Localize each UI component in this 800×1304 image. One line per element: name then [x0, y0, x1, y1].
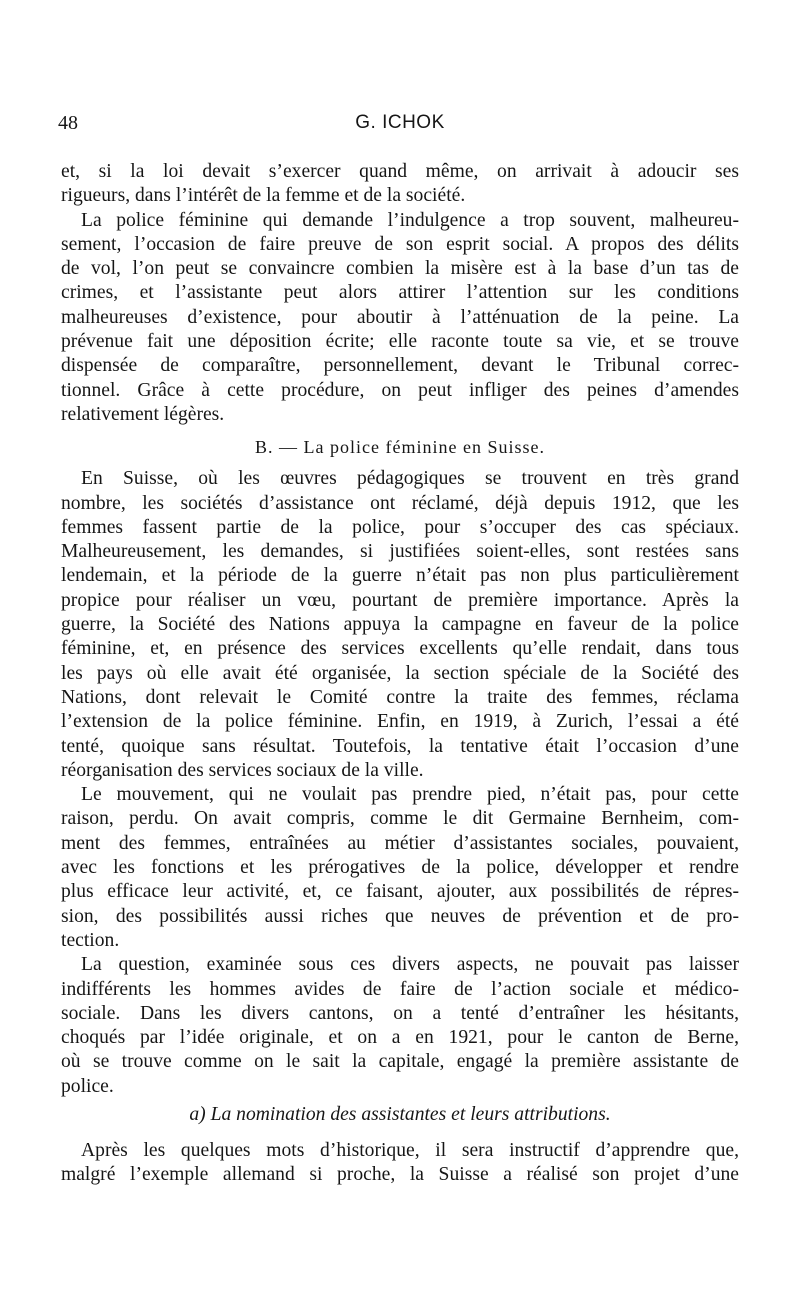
paragraph-line: féminine, et, en présence des services excellents qu’elle rendait, dans tous: [61, 638, 739, 660]
paragraph-line: Nations, dont relevait le Comité contre la traite des femmes, réclama: [61, 686, 739, 708]
paragraph-line: tionnel. Grâce à cette procédure, on peut infliger des peines d’amendes: [61, 379, 739, 401]
paragraph-line: tection.: [61, 929, 120, 951]
body-text: [61, 160, 739, 1188]
paragraph-line: lendemain, et la période de la guerre n’était pas non plus particulièrement: [61, 565, 739, 587]
paragraph-line: relativement légères.: [61, 403, 225, 425]
paragraph-line: les pays où elle avait été organisée, la section spéciale de la Société des: [61, 662, 739, 684]
paragraph-line: plus efficace leur activité, et, ce faisant, ajouter, aux possibilités de répres-: [61, 881, 739, 903]
paragraph-line: Malheureusement, les demandes, si justifiées soient-elles, sont restées sans: [61, 541, 739, 563]
paragraph-line: sociale. Dans les divers cantons, on a tenté d’entraîner les hésitants,: [61, 1002, 739, 1024]
paragraph-line: l’extension de la police féminine. Enfin, en 1919, à Zurich, l’essai a été: [61, 711, 739, 733]
paragraph-line: de vol, l’on peut se convaincre combien la misère est à la base d’un tas de: [61, 258, 739, 280]
paragraph-line: malheureuses d’existence, pour aboutir à l’atténuation de la peine. La: [61, 306, 739, 328]
paragraph-line: dispensée de comparaître, personnellement, devant le Tribunal correc-: [61, 355, 739, 377]
paragraph-line: où se trouve comme on le sait la capitale, engagé la première assistante de: [61, 1051, 739, 1073]
paragraph-line: En Suisse, où les œuvres pédagogiques se trouvent en très grand: [81, 468, 739, 490]
paragraph-line: nombre, les sociétés d’assistance ont réclamé, déjà depuis 1912, que les: [61, 492, 739, 514]
paragraph-line: Le mouvement, qui ne voulait pas prendre pied, n’était pas, pour cette: [81, 784, 739, 806]
paragraph-line: choqués par l’idée originale, et on a en 1921, pour le canton de Berne,: [61, 1027, 739, 1049]
paragraph-line: tenté, quoique sans résultat. Toutefois, la tentative était l’occasion d’une: [61, 735, 739, 757]
paragraph-line: femmes fassent partie de la police, pour s’occuper des cas spéciaux.: [61, 516, 739, 538]
section-heading: B. — La police féminine en Suisse.: [255, 437, 545, 458]
subsection-heading: a) La nomination des assistantes et leurs attributions.: [189, 1103, 611, 1125]
paragraph-line: ment des femmes, entraînées au métier d’assistantes sociales, pouvaient,: [61, 832, 739, 854]
paragraph-line: indifférents les hommes avides de faire de l’action sociale et médico-: [61, 978, 739, 1000]
paragraph-line: malgré l’exemple allemand si proche, la Suisse a réalisé son projet d’une: [61, 1164, 739, 1186]
paragraph-line: guerre, la Société des Nations appuya la campagne en faveur de la police: [61, 614, 739, 636]
running-head: G. ICHOK: [355, 112, 445, 133]
paragraph-line: propice pour réaliser un vœu, pourtant de première importance. Après la: [61, 589, 739, 611]
paragraph-line: sement, l’occasion de faire preuve de son esprit social. A propos des délits: [61, 233, 739, 255]
paragraph-line: et, si la loi devait s’exercer quand même, on arrivait à adoucir ses: [61, 161, 739, 182]
paragraph-line: avec les fonctions et les prérogatives de la police, développer et rendre: [61, 857, 739, 879]
paragraph-line: police.: [61, 1075, 114, 1097]
paragraph-line: raison, perdu. On avait compris, comme le dit Germaine Bernheim, com-: [61, 808, 739, 830]
paragraph-line: La police féminine qui demande l’indulgence a trop souvent, malheureu-: [81, 209, 739, 231]
paragraph-line: La question, examinée sous ces divers aspects, ne pouvait pas laisser: [81, 954, 739, 976]
paragraph-line: sion, des possibilités aussi riches que neuves de prévention et de pro-: [61, 905, 739, 927]
paragraph-line: réorganisation des services sociaux de la ville.: [61, 759, 424, 781]
page-header: [0, 110, 800, 140]
page-number: 48: [58, 112, 78, 134]
paragraph-line: rigueurs, dans l’intérêt de la femme et de la société.: [61, 185, 466, 207]
paragraph-line: prévenue fait une déposition écrite; elle raconte toute sa vie, et se trouve: [61, 331, 739, 353]
paragraph-line: Après les quelques mots d’historique, il sera instructif d’apprendre que,: [81, 1139, 739, 1161]
paragraph-line: crimes, et l’assistante peut alors attirer l’attention sur les conditions: [61, 282, 739, 304]
